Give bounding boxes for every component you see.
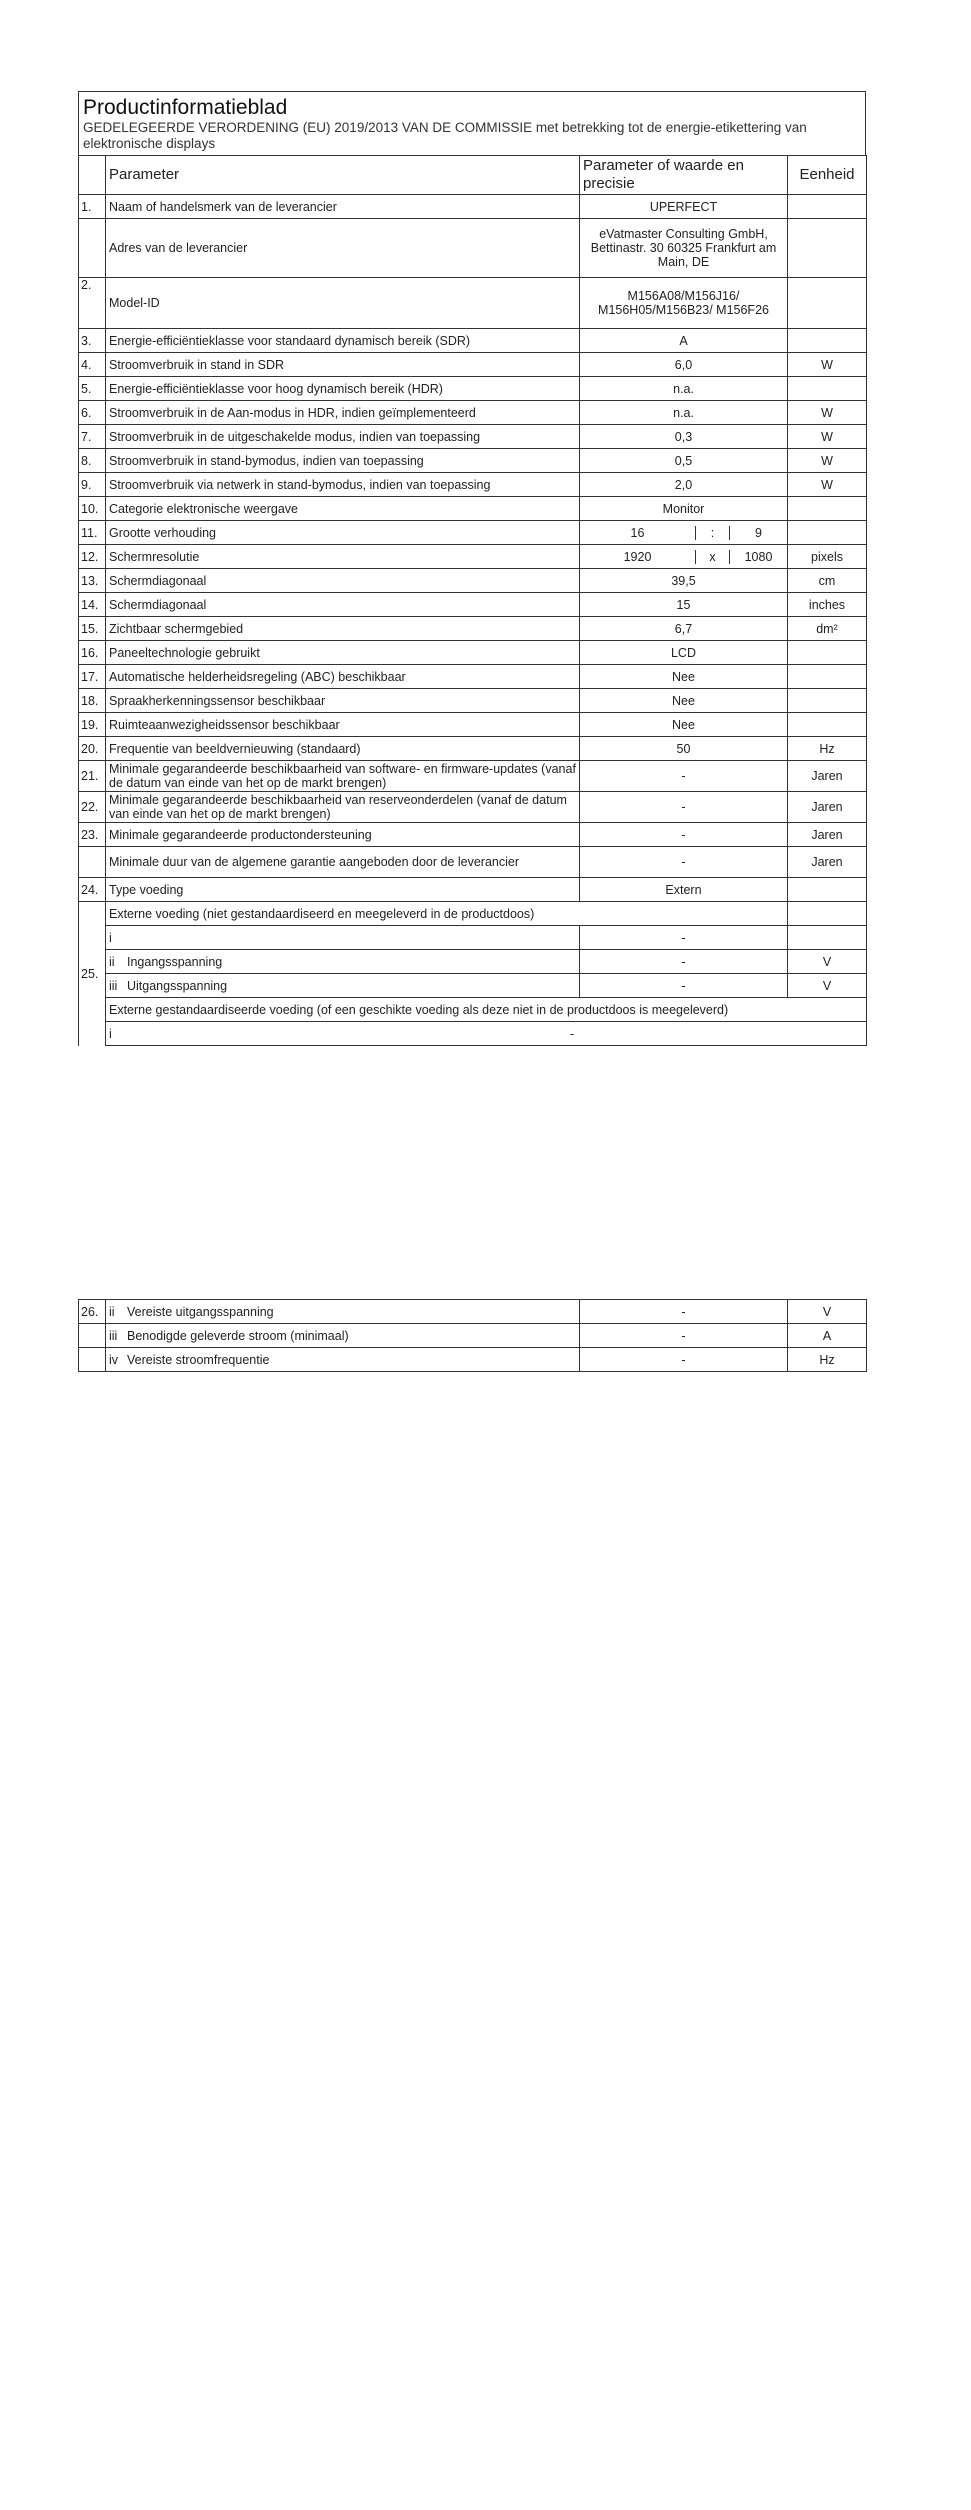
- table-row: [79, 329, 867, 353]
- regulation-subtitle: GEDELEGEERDE VERORDENING (EU) 2019/2013 VAN DE COMMISSIE met betrekking tot de energie-etikettering van elektronische displays: [83, 120, 807, 151]
- row-value: -: [580, 823, 788, 847]
- row-unit: V: [788, 950, 867, 974]
- row-value: LCD: [580, 641, 788, 665]
- row-unit: [788, 665, 867, 689]
- table-row: [79, 998, 867, 1022]
- row-value: M156A08/M156J16/ M156H05/M156B23/ M156F26: [580, 278, 788, 329]
- row-unit: V: [788, 974, 867, 998]
- table-row: [79, 737, 867, 761]
- row-value: 0,3: [580, 425, 788, 449]
- row-label: [106, 974, 580, 998]
- row-unit: cm: [788, 569, 867, 593]
- table-row: [79, 1300, 867, 1324]
- row-number: 2.: [79, 278, 106, 329]
- row-value: 15: [580, 593, 788, 617]
- row-label: [106, 1300, 580, 1324]
- ratio-width: 16: [580, 526, 696, 540]
- table-row: [79, 377, 867, 401]
- row-value: [580, 521, 788, 545]
- resolution-height: 1080: [744, 549, 773, 564]
- row-value: [580, 545, 788, 569]
- row-value: eVatmaster Consulting GmbH, Bettinastr. 30 60325 Frankfurt am Main, DE: [580, 219, 788, 278]
- row-label: Spraakherkenningssensor beschikbaar: [106, 689, 580, 713]
- row-label: Stroomverbruik in de Aan-modus in HDR, indien geïmplementeerd: [106, 401, 580, 425]
- table-row: [79, 689, 867, 713]
- row-label: Schermdiagonaal: [106, 569, 580, 593]
- table-row: [79, 1022, 867, 1046]
- table-row: [79, 974, 867, 998]
- product-information-sheet: [78, 91, 866, 1372]
- row-value: -: [580, 761, 788, 792]
- table-row: [79, 823, 867, 847]
- row-label: Schermresolutie: [106, 545, 580, 569]
- row-number: 25.: [79, 902, 106, 1046]
- row-unit: V: [788, 1300, 867, 1324]
- table-header-row: [79, 156, 867, 195]
- row-unit: Hz: [788, 1348, 867, 1372]
- row-label: Model-ID: [106, 278, 580, 329]
- row-value: Extern: [580, 878, 788, 902]
- row-number: 12.: [79, 545, 106, 569]
- row-label: Externe voeding (niet gestandaardiseerd en meegeleverd in de productdoos): [106, 902, 788, 926]
- row-unit: W: [788, 401, 867, 425]
- row-label: Stroomverbruik via netwerk in stand-bymodus, indien van toepassing: [106, 473, 580, 497]
- row-number: 21.: [79, 761, 106, 792]
- row-label: Grootte verhouding: [106, 521, 580, 545]
- row-label: Minimale gegarandeerde productondersteuning: [106, 823, 580, 847]
- row-value: 6,0: [580, 353, 788, 377]
- table-row: [79, 641, 867, 665]
- sub-label: Vereiste stroomfrequentie: [127, 1352, 270, 1367]
- table-row: [79, 449, 867, 473]
- row-number: 18.: [79, 689, 106, 713]
- table-row: [79, 569, 867, 593]
- ratio-separator: :: [696, 526, 730, 540]
- row-unit: Jaren: [788, 847, 867, 878]
- row-unit: [788, 497, 867, 521]
- row-number: 16.: [79, 641, 106, 665]
- sub-label: Benodigde geleverde stroom (minimaal): [127, 1328, 349, 1343]
- table-row: [79, 497, 867, 521]
- row-value: Nee: [580, 689, 788, 713]
- row-unit: [788, 195, 867, 219]
- row-unit: [788, 377, 867, 401]
- table-row: [79, 617, 867, 641]
- table-row: [79, 593, 867, 617]
- row-number: 19.: [79, 713, 106, 737]
- row-label: Stroomverbruik in stand in SDR: [106, 353, 580, 377]
- table-row: [79, 847, 867, 878]
- row-label: Automatische helderheidsregeling (ABC) beschikbaar: [106, 665, 580, 689]
- page-title: Productinformatieblad: [83, 96, 288, 119]
- row-value: Monitor: [580, 497, 788, 521]
- row-value: -: [580, 1324, 788, 1348]
- row-unit: W: [788, 449, 867, 473]
- row-value: A: [580, 329, 788, 353]
- row-label: [106, 926, 580, 950]
- table-row: [79, 401, 867, 425]
- row-value: n.a.: [580, 377, 788, 401]
- table-row: [79, 926, 867, 950]
- row-unit: [788, 689, 867, 713]
- row-number: [79, 847, 106, 878]
- resolution-width: 1920: [580, 550, 696, 564]
- row-number: 4.: [79, 353, 106, 377]
- row-number: 17.: [79, 665, 106, 689]
- row-label: Minimale gegarandeerde beschikbaarheid van software- en firmware-updates (vanaf de datum van einde van het op de markt brengen): [106, 761, 580, 792]
- row-value: -: [580, 1348, 788, 1372]
- row-unit: pixels: [788, 545, 867, 569]
- header-unit: Eenheid: [788, 156, 867, 195]
- table-row: [79, 1348, 867, 1372]
- row-unit: W: [788, 425, 867, 449]
- row-number: 23.: [79, 823, 106, 847]
- row-label: Type voeding: [106, 878, 580, 902]
- table-row: [79, 950, 867, 974]
- row-unit: [788, 329, 867, 353]
- sub-label: Ingangsspanning: [127, 954, 223, 969]
- row-value: -: [580, 847, 788, 878]
- row-unit: Hz: [788, 737, 867, 761]
- row-label: Externe gestandaardiseerde voeding (of een geschikte voeding als deze niet in de productdoos is meegeleverd): [106, 998, 867, 1022]
- sub-index: ii: [109, 954, 115, 969]
- row-number: 7.: [79, 425, 106, 449]
- header-num-cell: [79, 156, 106, 195]
- sub-label: Uitgangsspanning: [127, 978, 228, 993]
- row-unit: [788, 278, 867, 329]
- row-number: 1.: [79, 195, 106, 219]
- row-number: 9.: [79, 473, 106, 497]
- table-row: [79, 761, 867, 792]
- row-value: 2,0: [580, 473, 788, 497]
- row-label: Paneeltechnologie gebruikt: [106, 641, 580, 665]
- row-unit: [788, 926, 867, 950]
- sub-index: ii: [109, 1304, 115, 1319]
- row-value: Nee: [580, 665, 788, 689]
- row-number: 20.: [79, 737, 106, 761]
- header-value: Parameter of waarde en precisie: [580, 156, 788, 195]
- row-value: -: [580, 792, 788, 823]
- table-row: [79, 353, 867, 377]
- table-row: [79, 278, 867, 329]
- row-label: Frequentie van beeldvernieuwing (standaard): [106, 737, 580, 761]
- row-unit: [788, 878, 867, 902]
- table-row: [79, 878, 867, 902]
- table-row: [79, 521, 867, 545]
- row-label: Energie-efficiëntieklasse voor standaard dynamisch bereik (SDR): [106, 329, 580, 353]
- header-parameter: Parameter: [106, 156, 580, 195]
- row-unit: Jaren: [788, 761, 867, 792]
- sub-index: iii: [109, 1328, 118, 1343]
- sub-index: iii: [109, 978, 118, 993]
- row-value: Nee: [580, 713, 788, 737]
- row-unit: W: [788, 473, 867, 497]
- row-unit: W: [788, 353, 867, 377]
- row-label: Energie-efficiëntieklasse voor hoog dynamisch bereik (HDR): [106, 377, 580, 401]
- row-label: [106, 950, 580, 974]
- row-value: -: [580, 974, 788, 998]
- table-row: [79, 219, 867, 278]
- row-number: 13.: [79, 569, 106, 593]
- table-row: [79, 195, 867, 219]
- row-number: 10.: [79, 497, 106, 521]
- row-value: 0,5: [580, 449, 788, 473]
- resolution-separator: x: [696, 550, 730, 564]
- table-row: [79, 665, 867, 689]
- row-value: -: [570, 1026, 575, 1041]
- row-number: [79, 1324, 106, 1348]
- row-number: [79, 219, 106, 278]
- product-table-continued: [78, 1299, 867, 1372]
- row-unit: Jaren: [788, 823, 867, 847]
- row-value: -: [580, 926, 788, 950]
- row-value: 50: [580, 737, 788, 761]
- row-value: -: [580, 950, 788, 974]
- row-label: Minimale duur van de algemene garantie aangeboden door de leverancier: [106, 847, 580, 878]
- ratio-height: 9: [755, 525, 762, 540]
- table-row: [79, 425, 867, 449]
- row-value: 39,5: [580, 569, 788, 593]
- product-table: [78, 155, 867, 1046]
- row-label: Categorie elektronische weergave: [106, 497, 580, 521]
- sub-index: i: [109, 1026, 112, 1041]
- row-value: -: [580, 1300, 788, 1324]
- row-unit: A: [788, 1324, 867, 1348]
- row-label: Naam of handelsmerk van de leverancier: [106, 195, 580, 219]
- table-row: [79, 473, 867, 497]
- row-number: 15.: [79, 617, 106, 641]
- table-row: [79, 902, 867, 926]
- sub-label: Vereiste uitgangsspanning: [127, 1304, 274, 1319]
- row-number: 8.: [79, 449, 106, 473]
- row-unit: [788, 902, 867, 926]
- row-label: Minimale gegarandeerde beschikbaarheid van reserveonderdelen (vanaf de datum van einde van het op de markt brengen): [106, 792, 580, 823]
- row-value: n.a.: [580, 401, 788, 425]
- row-label: Ruimteaanwezigheidssensor beschikbaar: [106, 713, 580, 737]
- row-unit: [788, 713, 867, 737]
- row-number: 14.: [79, 593, 106, 617]
- row-label: Schermdiagonaal: [106, 593, 580, 617]
- row-unit: inches: [788, 593, 867, 617]
- row-label: Stroomverbruik in stand-bymodus, indien van toepassing: [106, 449, 580, 473]
- row-number: 24.: [79, 878, 106, 902]
- row-label: [106, 1324, 580, 1348]
- row-value: UPERFECT: [580, 195, 788, 219]
- row-unit: dm²: [788, 617, 867, 641]
- row-number: 26.: [79, 1300, 106, 1324]
- sub-index: i: [109, 930, 112, 945]
- row-label: [106, 1348, 580, 1372]
- row-unit: Jaren: [788, 792, 867, 823]
- row-unit: [788, 521, 867, 545]
- row-number: 6.: [79, 401, 106, 425]
- table-row: [79, 1324, 867, 1348]
- row-label: Stroomverbruik in de uitgeschakelde modus, indien van toepassing: [106, 425, 580, 449]
- sub-index: iv: [109, 1352, 119, 1367]
- row-label: [106, 1022, 867, 1046]
- row-unit: [788, 219, 867, 278]
- table-row: [79, 713, 867, 737]
- table-row: [79, 792, 867, 823]
- row-number: 3.: [79, 329, 106, 353]
- row-value: 6,7: [580, 617, 788, 641]
- row-number: 22.: [79, 792, 106, 823]
- row-unit: [788, 641, 867, 665]
- row-number: 5.: [79, 377, 106, 401]
- row-number: [79, 1348, 106, 1372]
- row-label: Zichtbaar schermgebied: [106, 617, 580, 641]
- row-number: 11.: [79, 521, 106, 545]
- sheet-header: [78, 91, 866, 155]
- row-label: Adres van de leverancier: [106, 219, 580, 278]
- table-row: [79, 545, 867, 569]
- page-break-gap: [78, 1046, 866, 1299]
